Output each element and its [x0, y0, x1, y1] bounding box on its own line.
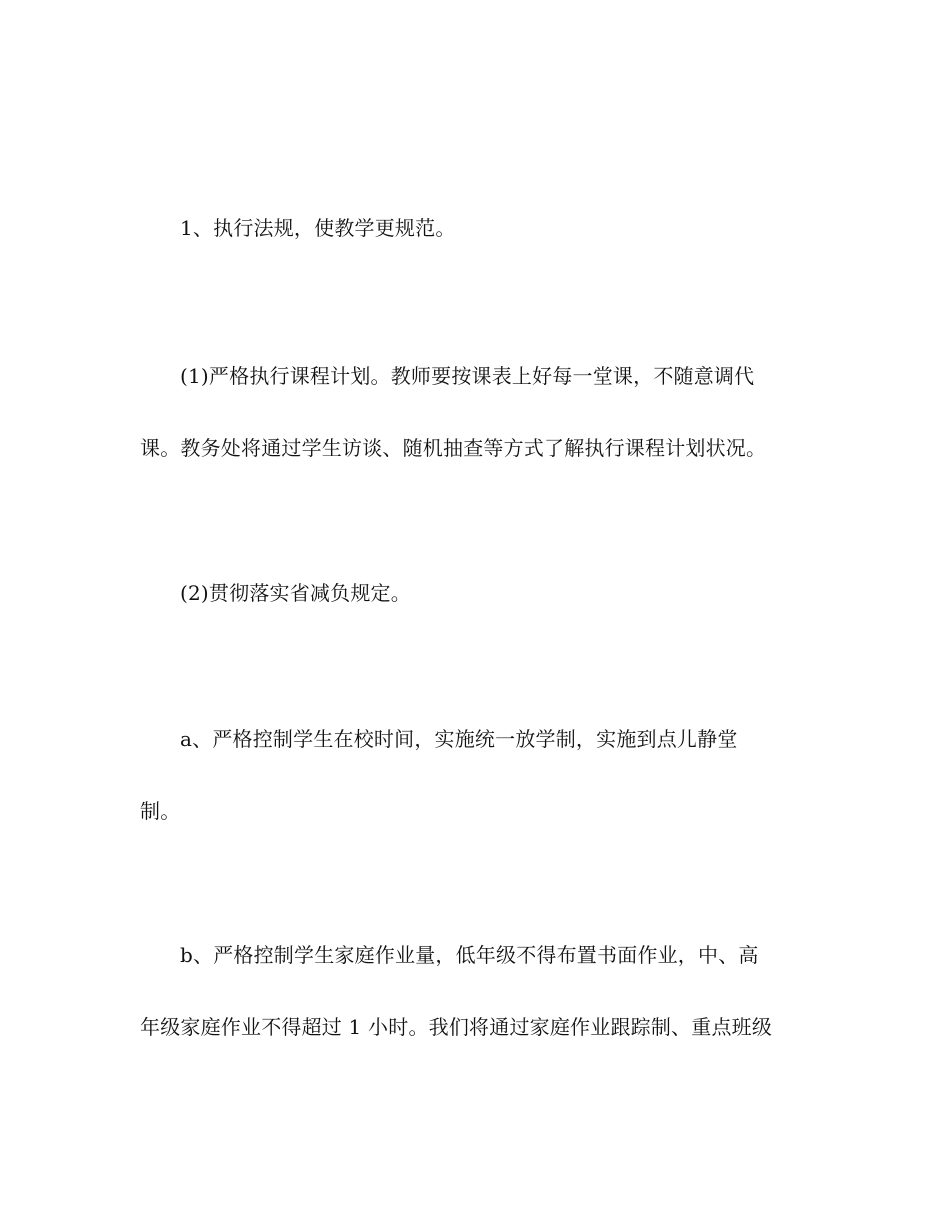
paragraph-4-line-2: 年级家庭作业不得超过 1 小时。我们将通过家庭作业跟踪制、重点班级: [140, 1015, 773, 1039]
paragraph-3-line-1: a、严格控制学生在校时间，实施统一放学制，实施到点儿静堂: [180, 727, 738, 751]
paragraph-1-line-1: (1)严格执行课程计划。教师要按课表上好每一堂课，不随意调代: [180, 364, 755, 388]
paragraph-4-line-1: b、严格控制学生家庭作业量，低年级不得布置书面作业，中、高: [180, 943, 759, 967]
paragraph-1-line-2: 课。教务处将通过学生访谈、随机抽查等方式了解执行课程计划状况。: [140, 436, 767, 460]
paragraph-2-line-1: (2)贯彻落实省减负规定。: [180, 581, 411, 605]
heading-line-1: 1、执行法规，使教学更规范。: [180, 216, 456, 240]
paragraph-3-line-2: 制。: [140, 799, 181, 823]
